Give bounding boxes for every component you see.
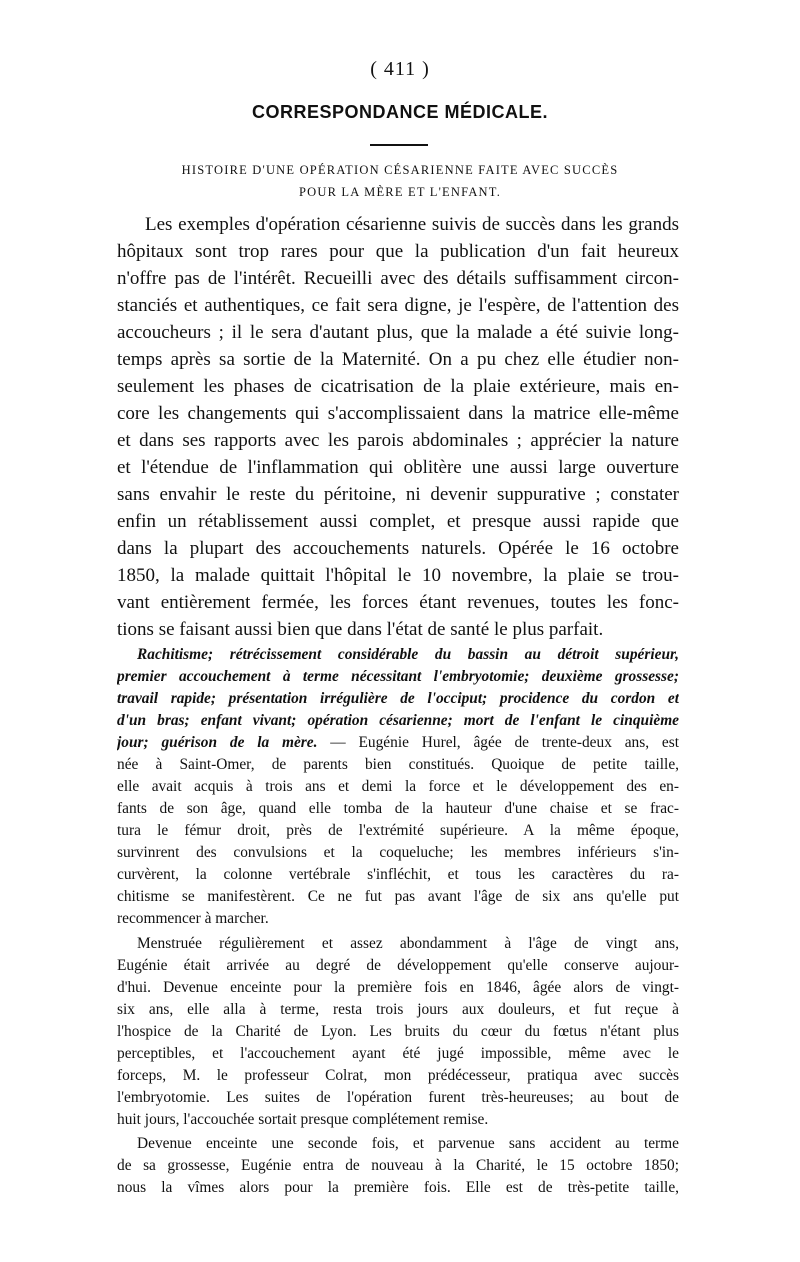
case-line: tura le fémur droit, près de l'extrémité supérieure. A la même époque, bbox=[117, 822, 679, 839]
case-line: née à Saint-Omer, de parents bien constitués. Quoique de petite taille, bbox=[117, 756, 679, 773]
intro-line: core les changements qui s'accomplissaient dans la matrice elle-même bbox=[117, 403, 679, 424]
section-title: CORRESPONDANCE MÉDICALE. bbox=[251, 102, 549, 122]
page-number: ( 411 ) bbox=[370, 58, 430, 80]
para2-line: forceps, M. le professeur Colrat, mon prédécesseur, pratiqua avec succès bbox=[117, 1067, 679, 1084]
intro-line: sans envahir le reste du péritoine, ni devenir suppurative ; constater bbox=[117, 484, 679, 505]
case-heading-line bbox=[117, 732, 679, 754]
article-title-line-2: POUR LA MÈRE ET L'ENFANT. bbox=[298, 185, 502, 199]
case-line: survinrent des convulsions et la coqueluche; les membres inférieurs s'in- bbox=[117, 844, 679, 861]
para3-line: de sa grossesse, Eugénie entra de nouveau à la Charité, le 15 octobre 1850; bbox=[117, 1157, 679, 1174]
case-heading-italic: jour; guérison de la mère. bbox=[117, 734, 318, 751]
intro-line: temps après sa sortie de la Maternité. On a pu chez elle étudier non- bbox=[117, 349, 679, 370]
intro-line: enfin un rétablissement aussi complet, et presque aussi rapide que bbox=[117, 511, 679, 532]
intro-line: et l'étendue de l'inflammation qui oblitère une aussi large ouverture bbox=[117, 457, 679, 478]
para2-line: Menstruée régulièrement et assez abondamment à l'âge de vingt ans, bbox=[137, 935, 679, 952]
intro-line: 1850, la malade quittait l'hôpital le 10 novembre, la plaie se trou- bbox=[117, 565, 679, 586]
intro-line: et dans ses rapports avec les parois abdominales ; apprécier la nature bbox=[117, 430, 679, 451]
intro-line: hôpitaux sont trop rares pour que la publication d'un fait heureux bbox=[117, 241, 679, 262]
para2-line: l'hospice de la Charité de Lyon. Les bruits du cœur du fœtus n'étant plus bbox=[117, 1023, 679, 1040]
intro-line: n'offre pas de l'intérêt. Recueilli avec des détails suffisamment circon- bbox=[117, 268, 679, 289]
para2-line: huit jours, l'accouchée sortait presque complétement remise. bbox=[117, 1111, 489, 1128]
case-line: elle avait acquis à trois ans et demi la force et le développement des en- bbox=[117, 778, 679, 795]
para3-line: Devenue enceinte une seconde fois, et parvenue sans accident au terme bbox=[137, 1135, 679, 1152]
intro-line: Les exemples d'opération césarienne suivis de succès dans les grands bbox=[145, 214, 679, 235]
para3-line: nous la vîmes alors pour la première fois. Elle est de très-petite taille, bbox=[117, 1179, 679, 1196]
intro-line: accoucheurs ; il le sera d'autant plus, que la malade a été suivie long- bbox=[117, 322, 679, 343]
para2-line: perceptibles, et l'accouchement ayant été jugé impossible, même avec le bbox=[117, 1045, 679, 1062]
case-line: fants de son âge, quand elle tomba de la hauteur d'une chaise et se frac- bbox=[117, 800, 679, 817]
article-title-line-1: HISTOIRE D'UNE OPÉRATION CÉSARIENNE FAITE AVEC SUCCÈS bbox=[181, 163, 619, 177]
para2-line: d'hui. Devenue enceinte pour la première fois en 1846, âgée alors de vingt- bbox=[117, 979, 679, 996]
case-heading-line: travail rapide; présentation irrégulière de l'occiput; procidence du cordon et bbox=[117, 690, 679, 707]
case-heading-rest: — Eugénie Hurel, âgée de trente-deux ans, est bbox=[317, 734, 679, 751]
case-line: chitisme se manifestèrent. Ce ne fut pas avant l'âge de six ans qu'elle put bbox=[117, 888, 679, 905]
intro-line: seulement les phases de cicatrisation de la plaie extérieure, mais en- bbox=[117, 376, 679, 397]
case-heading-line: premier accouchement à terme nécessitant l'embryotomie; deuxième grossesse; bbox=[117, 668, 679, 685]
title-rule bbox=[370, 144, 428, 146]
intro-line: vant entièrement fermée, les forces étant revenues, toutes les fonc- bbox=[117, 592, 679, 613]
case-line: recommencer à marcher. bbox=[117, 910, 269, 927]
case-heading-line: Rachitisme; rétrécissement considérable du bassin au détroit supérieur, bbox=[137, 646, 679, 663]
para2-line: l'embryotomie. Les suites de l'opération furent très-heureuses; au bout de bbox=[117, 1089, 679, 1106]
intro-line: tions se faisant aussi bien que dans l'état de santé le plus parfait. bbox=[117, 619, 604, 640]
para2-line: six ans, elle alla à terme, resta trois jours aux douleurs, et fut reçue à bbox=[117, 1001, 679, 1018]
case-heading-line: d'un bras; enfant vivant; opération césarienne; mort de l'enfant le cinquième bbox=[117, 712, 679, 729]
intro-line: stanciés et authentiques, ce fait sera digne, je l'espère, de l'attention des bbox=[117, 295, 679, 316]
case-line: curvèrent, la colonne vertébrale s'infléchit, et tous les caractères du ra- bbox=[117, 866, 679, 883]
intro-line: dans la plupart des accouchements naturels. Opérée le 16 octobre bbox=[117, 538, 679, 559]
para2-line: Eugénie était arrivée au degré de développement qu'elle conserve aujour- bbox=[117, 957, 679, 974]
